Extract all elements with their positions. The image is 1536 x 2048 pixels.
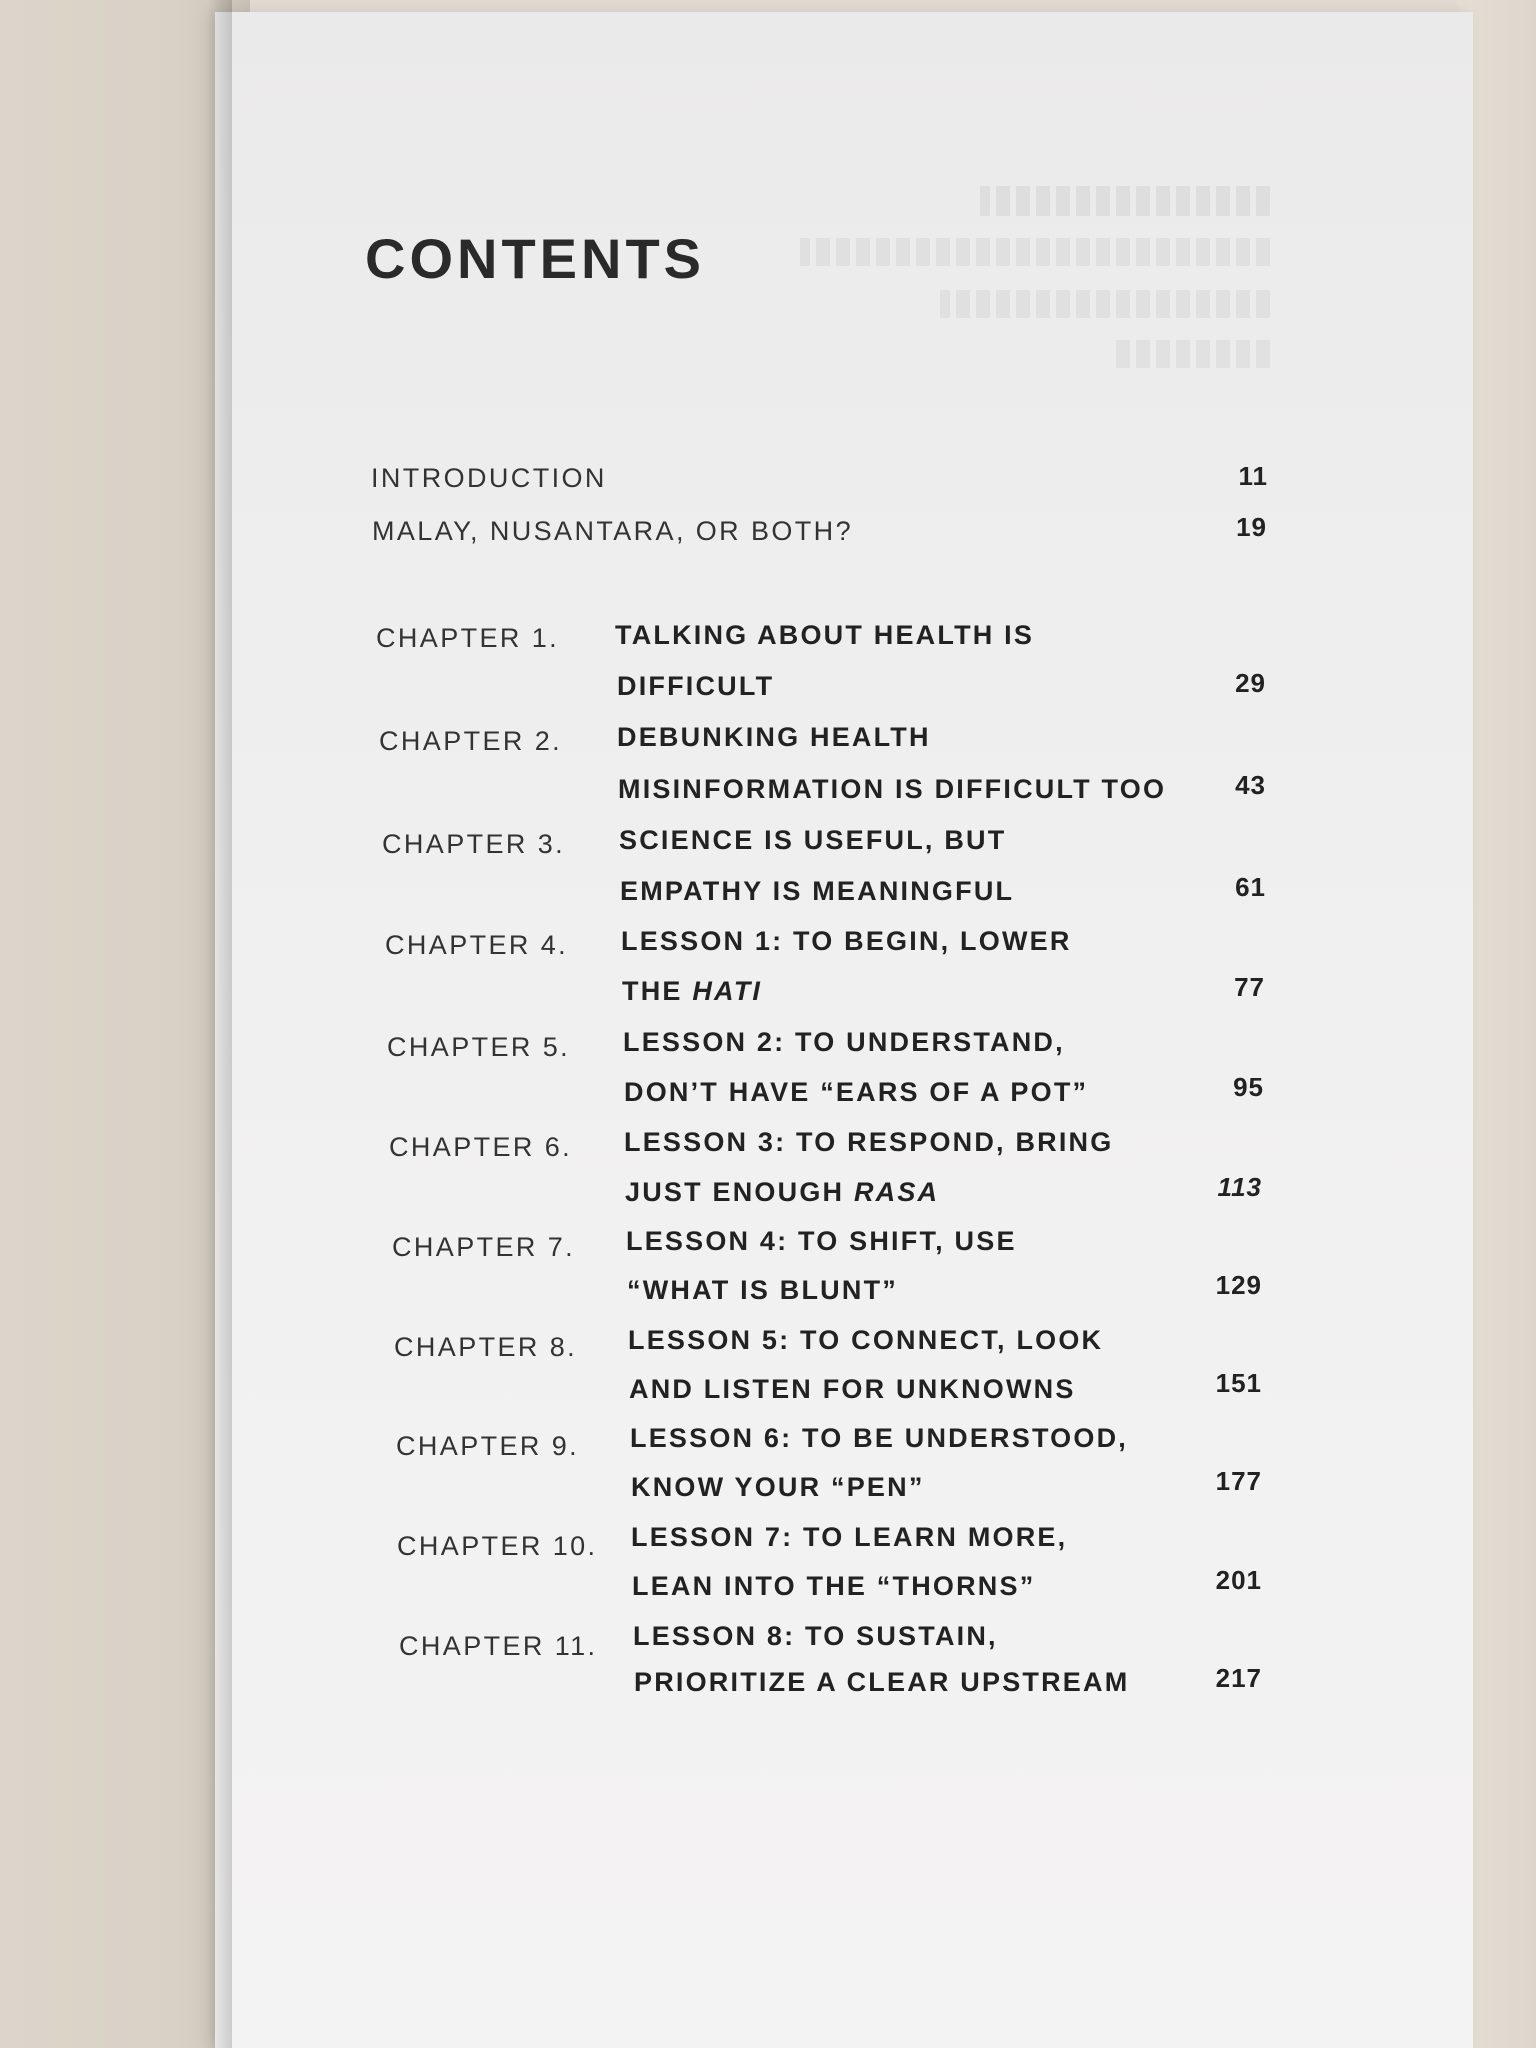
chapter-title-line1: LESSON 2: TO UNDERSTAND,: [623, 1027, 1065, 1057]
page-number: 19: [1236, 512, 1267, 542]
chapter-title-line2: [622, 976, 762, 1007]
entry-title: INTRODUCTION: [371, 463, 607, 493]
page-number: 177: [1215, 1466, 1262, 1496]
page-number: 129: [1215, 1270, 1262, 1300]
page-number: 77: [1234, 972, 1265, 1002]
chapter-label: CHAPTER 10.: [397, 1531, 598, 1561]
entry-title: MALAY, NUSANTARA, OR BOTH?: [372, 516, 853, 546]
page-number: 113: [1217, 1172, 1262, 1202]
book-gutter-shadow: [208, 0, 232, 2048]
chapter-label: CHAPTER 9.: [396, 1431, 580, 1461]
contents-heading: CONTENTS: [365, 227, 705, 290]
chapter-label: CHAPTER 4.: [385, 930, 569, 960]
chapter-title-line2: DIFFICULT: [617, 671, 775, 701]
show-through-line: [1110, 340, 1270, 368]
chapter-title-line1: LESSON 6: TO BE UNDERSTOOD,: [630, 1423, 1128, 1453]
title-text: THE: [622, 976, 693, 1006]
page-number: 11: [1238, 461, 1268, 491]
show-through-line: [800, 238, 1270, 266]
page-number: 151: [1215, 1368, 1262, 1398]
page-number: 217: [1215, 1663, 1262, 1693]
page-number: 201: [1215, 1565, 1262, 1595]
chapter-title-line1: DEBUNKING HEALTH: [617, 722, 931, 752]
page-number: 95: [1233, 1072, 1264, 1102]
page-number: 43: [1235, 770, 1266, 800]
chapter-title-line2: LEAN INTO THE “THORNS”: [632, 1571, 1036, 1601]
chapter-label: CHAPTER 7.: [392, 1232, 576, 1262]
chapter-title-line1: LESSON 4: TO SHIFT, USE: [626, 1226, 1017, 1256]
chapter-label: CHAPTER 6.: [389, 1132, 573, 1162]
chapter-title-line2: “WHAT IS BLUNT”: [627, 1275, 898, 1305]
chapter-title-line1: SCIENCE IS USEFUL, BUT: [619, 825, 1007, 855]
chapter-label: CHAPTER 2.: [379, 726, 563, 756]
chapter-title-line2: KNOW YOUR “PEN”: [631, 1472, 925, 1502]
chapter-label: CHAPTER 5.: [387, 1032, 571, 1062]
chapter-title-line1: LESSON 1: TO BEGIN, LOWER: [621, 926, 1072, 956]
chapter-title-line2: PRIORITIZE A CLEAR UPSTREAM: [634, 1667, 1130, 1697]
chapter-title-line2: EMPATHY IS MEANINGFUL: [620, 876, 1015, 906]
chapter-title-line2: DON’T HAVE “EARS OF A POT”: [624, 1077, 1089, 1107]
chapter-label: CHAPTER 11.: [399, 1631, 598, 1661]
chapter-title-line1: LESSON 3: TO RESPOND, BRING: [624, 1127, 1114, 1157]
chapter-title-line2: [625, 1177, 939, 1208]
chapter-title-line1: LESSON 8: TO SUSTAIN,: [633, 1621, 998, 1651]
show-through-line: [940, 290, 1270, 318]
chapter-label: CHAPTER 3.: [382, 829, 566, 859]
page-number: 61: [1235, 872, 1266, 902]
chapter-title-line2: AND LISTEN FOR UNKNOWNS: [629, 1374, 1076, 1404]
title-italic-word: RASA: [853, 1177, 940, 1207]
title-italic-word: HATI: [692, 976, 763, 1006]
title-text: JUST ENOUGH: [625, 1177, 854, 1207]
chapter-title-line2: MISINFORMATION IS DIFFICULT TOO: [618, 774, 1167, 804]
chapter-title-line1: LESSON 5: TO CONNECT, LOOK: [628, 1325, 1104, 1355]
page-number: 29: [1235, 668, 1266, 698]
show-through-line: [980, 186, 1270, 216]
chapter-label: CHAPTER 8.: [394, 1332, 578, 1362]
chapter-title-line1: LESSON 7: TO LEARN MORE,: [631, 1522, 1068, 1552]
chapter-title-line1: TALKING ABOUT HEALTH IS: [615, 620, 1035, 650]
chapter-label: CHAPTER 1.: [376, 623, 560, 653]
